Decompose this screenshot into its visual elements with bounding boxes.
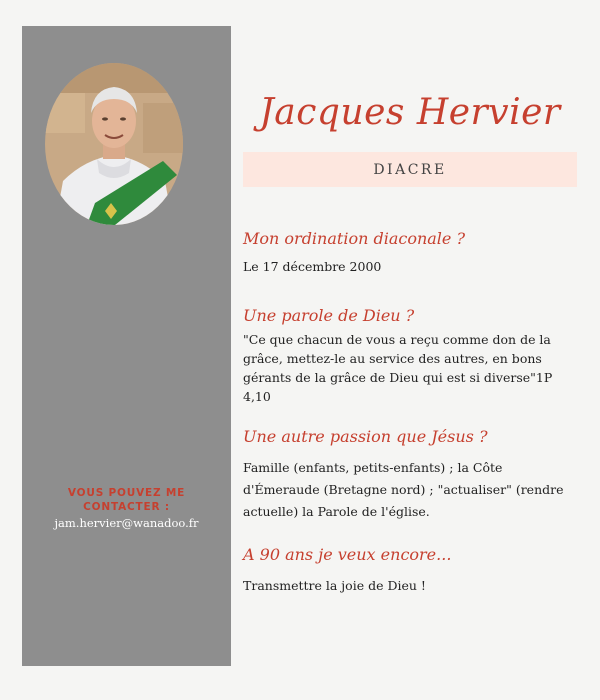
- contact-email[interactable]: jam.hervier@wanadoo.fr: [54, 516, 199, 530]
- section-passion-answer: Famille (enfants, petits-enfants) ; la Côte d'Émeraude (Bretagne nord) ; "actualiser" (rendre actuelle) la Parole de l'église.: [243, 460, 564, 519]
- section-age-answer: Transmettre la joie de Dieu !: [243, 578, 426, 593]
- contact-label: VOUS POUVEZ ME CONTACTER :: [67, 487, 186, 513]
- section-word-question: Une parole de Dieu ?: [243, 306, 415, 325]
- profile-photo: [45, 63, 183, 225]
- person-name: Jacques Hervier: [259, 92, 561, 133]
- section-ordination-answer: Le 17 décembre 2000: [243, 259, 382, 274]
- section-word-answer: "Ce que chacun de vous a reçu comme don de la grâce, mettez-le au service des autres, en bons gérants de la grâce de Dieu qui est si diverse"1P 4,10: [243, 332, 553, 404]
- section-age-question: A 90 ans je veux encore...: [243, 545, 452, 564]
- contact-block: [22, 486, 231, 530]
- section-passion-question: Une autre passion que Jésus ?: [243, 427, 488, 446]
- section-ordination-question: Mon ordination diaconale ?: [243, 229, 466, 248]
- role-label: DIACRE: [373, 161, 447, 178]
- role-banner: [243, 152, 577, 187]
